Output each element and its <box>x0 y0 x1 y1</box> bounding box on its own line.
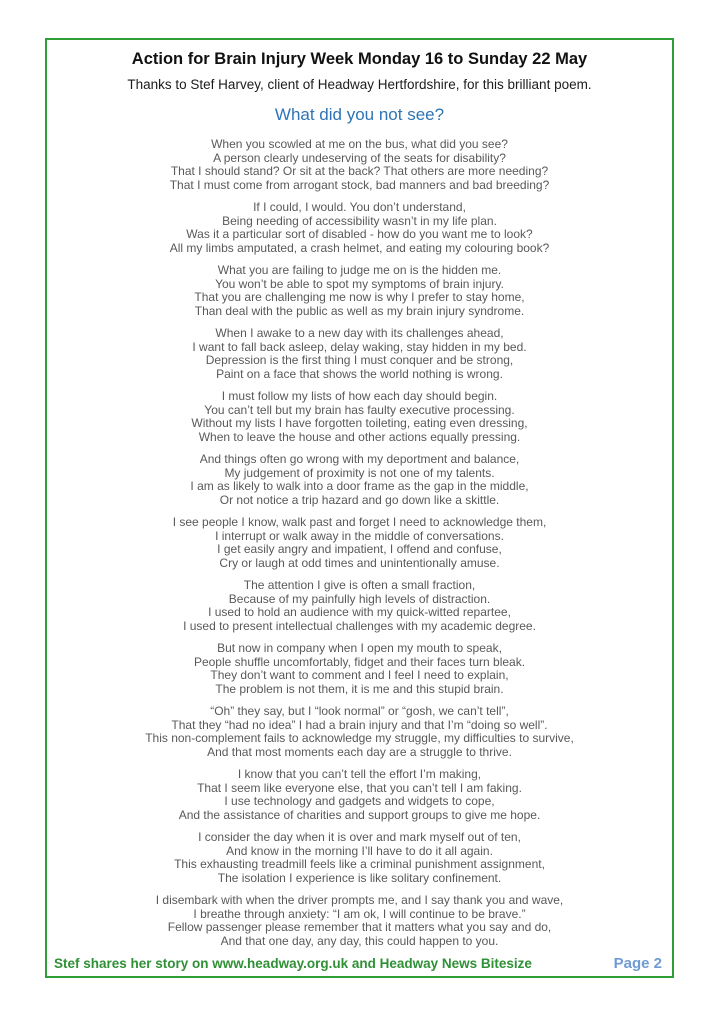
poem-line: They don’t want to comment and I feel I need to explain, <box>210 668 509 682</box>
poem-line: That you are challenging me now is why I prefer to stay home, <box>194 290 525 304</box>
poem-line: When you scowled at me on the bus, what did you see? <box>211 137 508 151</box>
poem-line: Or not notice a trip hazard and go down like a skittle. <box>219 492 500 507</box>
poem-line: Without my lists I have forgotten toileting, eating even dressing, <box>191 416 528 430</box>
page-number: Page 2 <box>613 955 662 972</box>
poem-line: And know in the morning I’ll have to do it all again. <box>226 843 493 858</box>
poem-line: This exhausting treadmill feels like a criminal punishment assignment, <box>174 857 545 871</box>
poem-stanza <box>47 894 672 948</box>
poem-line: I must follow my lists of how each day should begin. <box>221 389 498 403</box>
poem-line: I disembark with when the driver prompts me, and I say thank you and wave, <box>155 893 564 907</box>
poem-line: I want to fall back asleep, delay waking, stay hidden in my bed. <box>192 339 527 354</box>
poem-line: Because of my painfully high levels of distraction. <box>228 591 491 606</box>
poem-line: My judgement of proximity is not one of my talents. <box>224 465 495 480</box>
poem-stanza <box>47 453 672 507</box>
poem-line: Being needing of accessibility wasn’t in my life plan. <box>222 213 497 228</box>
poem-stanza <box>47 138 672 192</box>
poem-stanza <box>47 579 672 633</box>
footer-note: Stef shares her story on www.headway.org.uk and Headway News Bitesize <box>54 956 532 971</box>
poem-line: The problem is not them, it is me and this stupid brain. <box>215 681 504 696</box>
poem-line: This non-complement fails to acknowledge my struggle, my difficulties to survive, <box>145 731 574 745</box>
poem-line: Paint on a face that shows the world nothing is wrong. <box>216 366 503 381</box>
poem-line: “Oh” they say, but I “look normal” or “gosh, we can’t tell”, <box>210 704 509 718</box>
poem-stanza <box>47 831 672 885</box>
poem-line: If I could, I would. You don’t understand, <box>253 200 466 214</box>
poem-line: The attention I give is often a small fraction, <box>243 578 476 592</box>
poem-line: I use technology and gadgets and widgets to cope, <box>224 794 495 808</box>
poem-line: Depression is the first thing I must conquer and be strong, <box>205 353 514 367</box>
poem-line: I get easily angry and impatient, I offend and confuse, <box>217 542 502 556</box>
poem-line: I used to present intellectual challenges with my academic degree. <box>183 618 536 633</box>
poem-title: What did you not see? <box>274 105 445 124</box>
poem-line: Fellow passenger please remember that it matters what you say and do, <box>167 920 552 934</box>
poem-line: The isolation I experience is like solitary confinement. <box>217 870 502 885</box>
poem-stanza <box>47 705 672 759</box>
poem-line: Than deal with the public as well as my brain injury syndrome. <box>194 303 525 318</box>
poem-line: All my limbs amputated, a crash helmet, and eating my colouring book? <box>169 240 550 255</box>
poem-line: When to leave the house and other actions equally pressing. <box>198 429 521 444</box>
poem-line: And that one day, any day, this could happen to you. <box>220 933 499 948</box>
poem-line: I used to hold an audience with my quick-witted repartee, <box>208 605 511 619</box>
page-title: Action for Brain Injury Week Monday 16 to Sunday 22 May <box>131 50 588 68</box>
poem-line: I know that you can’t tell the effort I’m making, <box>237 767 482 781</box>
poem-line: I see people I know, walk past and forget I need to acknowledge them, <box>172 515 547 529</box>
document-page <box>45 38 674 978</box>
poem-line: And things often go wrong with my deportment and balance, <box>199 452 520 466</box>
poem-stanza <box>47 264 672 318</box>
poem-line: That I must come from arrogant stock, bad manners and bad breeding? <box>169 177 550 192</box>
poem-line: That I should stand? Or sit at the back? That others are more needing? <box>170 164 549 178</box>
poem-line: People shuffle uncomfortably, fidget and their faces turn bleak. <box>193 654 526 669</box>
poem-line: And that most moments each day are a struggle to thrive. <box>207 744 512 759</box>
poem-line: I am as likely to walk into a door frame as the gap in the middle, <box>190 479 529 493</box>
poem-line: That I seem like everyone else, that you can’t tell I am faking. <box>197 780 522 795</box>
poem-line: You won’t be able to spot my symptoms of brain injury. <box>215 276 504 291</box>
poem-stanza <box>47 516 672 570</box>
poem-line: I interrupt or walk away in the middle of conversations. <box>215 528 504 543</box>
attribution-text: Thanks to Stef Harvey, client of Headway Hertfordshire, for this brilliant poem. <box>127 77 592 92</box>
poem-line: And the assistance of charities and support groups to give me hope. <box>178 807 541 822</box>
poem-line: That they “had no idea” I had a brain injury and that I’m “doing so well”. <box>171 717 548 732</box>
poem-line: When I awake to a new day with its challenges ahead, <box>215 326 504 340</box>
poem-line: A person clearly undeserving of the seats for disability? <box>213 150 506 165</box>
poem-stanza <box>47 327 672 381</box>
poem-line: What you are failing to judge me on is the hidden me. <box>217 263 502 277</box>
page-footer <box>54 955 662 972</box>
poem-stanza <box>47 768 672 822</box>
poem-stanza <box>47 201 672 255</box>
poem-line: You can’t tell but my brain has faulty executive processing. <box>204 402 515 417</box>
poem-stanza <box>47 390 672 444</box>
poem-line: I consider the day when it is over and mark myself out of ten, <box>198 830 521 844</box>
poem-line: But now in company when I open my mouth to speak, <box>217 641 502 655</box>
poem-stanza <box>47 642 672 696</box>
poem-line: Was it a particular sort of disabled - how do you want me to look? <box>186 227 533 241</box>
poem <box>47 138 672 948</box>
poem-line: I breathe through anxiety: “I am ok, I will continue to be brave.” <box>193 906 526 921</box>
poem-line: Cry or laugh at odd times and unintentionally amuse. <box>219 555 500 570</box>
